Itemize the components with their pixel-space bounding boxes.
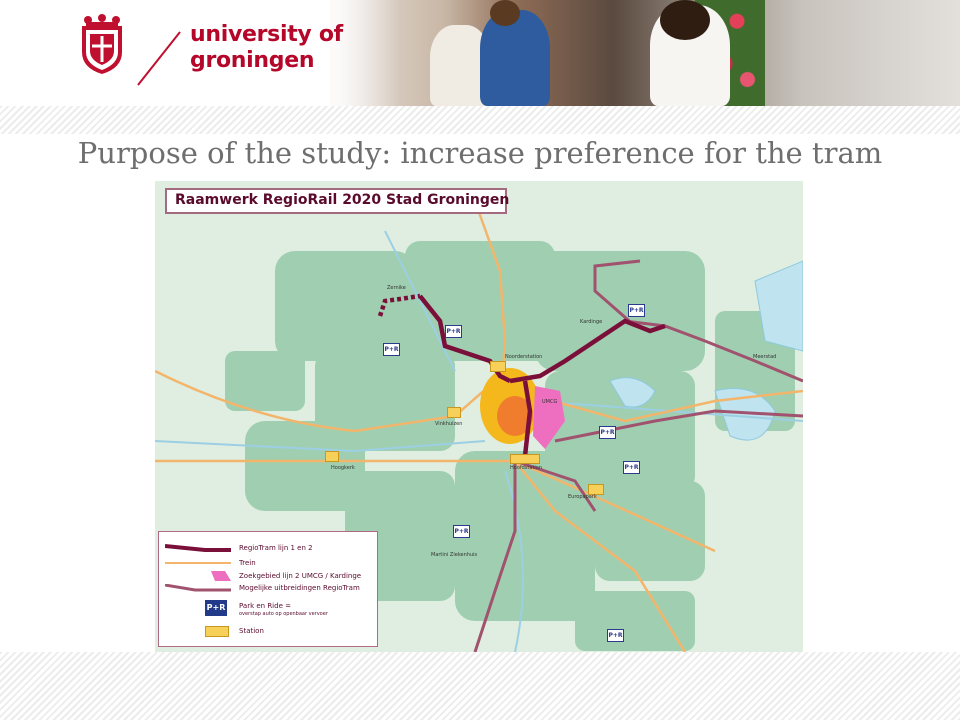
park-ride-marker: P+R <box>383 343 400 356</box>
label-zernike: Zernike <box>387 285 406 291</box>
park-ride-marker: P+R <box>628 304 645 317</box>
legend-park-ride-icon: P+R <box>205 600 227 616</box>
station-marker <box>447 407 461 418</box>
student-figure <box>480 10 550 106</box>
logo-divider <box>135 30 185 90</box>
logo-area <box>0 0 400 106</box>
legend-sublabel: overstap auto op openbaar vervoer <box>239 611 328 617</box>
legend-swatch-search-area <box>165 570 231 582</box>
legend-swatch-extension <box>165 584 231 594</box>
station-marker <box>510 454 540 464</box>
legend-label: Zoekgebied lijn 2 UMCG / Kardinge <box>239 572 362 580</box>
legend-label: RegioTram lijn 1 en 2 <box>239 544 313 552</box>
station-marker <box>490 361 506 372</box>
label-europapark: Europapark <box>568 494 597 500</box>
legend-label: Mogelijke uitbreidingen RegioTram <box>239 584 360 592</box>
decorative-stripe-bottom <box>0 652 960 720</box>
park-ride-marker: P+R <box>599 426 616 439</box>
university-wordmark <box>190 22 343 74</box>
map-legend <box>158 531 378 647</box>
park-ride-marker: P+R <box>623 461 640 474</box>
park-ride-marker: P+R <box>607 629 624 642</box>
label-meerstad: Meerstad <box>753 354 777 360</box>
label-vinkhuizen: Vinkhuizen <box>435 421 463 427</box>
map-title-box <box>165 188 510 214</box>
slide-title: Purpose of the study: increase preference for the tram <box>77 136 883 170</box>
label-hoofdstation: Hoofdstation <box>510 465 543 471</box>
park-ride-marker: P+R <box>445 325 462 338</box>
university-crest-icon <box>78 14 126 76</box>
student-figure <box>660 0 710 40</box>
brand-line-2: groningen <box>190 48 315 73</box>
label-kardinge: Kardinge <box>580 319 603 325</box>
legend-swatch-tram <box>165 544 231 554</box>
legend-label: Park en Ride = <box>239 602 291 610</box>
student-figure <box>490 0 520 26</box>
legend-swatch-station <box>205 626 229 637</box>
label-noorderstation: Noorderstation <box>505 354 543 360</box>
label-hoogkerk: Hoogkerk <box>331 465 355 471</box>
legend-swatch-train <box>165 559 231 569</box>
label-umcg: UMCG <box>542 399 558 405</box>
regiorail-map <box>155 181 803 652</box>
label-martini-ziekenhuis: Martini Ziekenhuis <box>431 552 478 558</box>
legend-label: Trein <box>239 559 256 567</box>
legend-label: Station <box>239 627 264 635</box>
park-ride-marker: P+R <box>453 525 470 538</box>
brand-line-1: university of <box>190 22 343 47</box>
header-photo <box>330 0 960 106</box>
map-title: Raamwerk RegioRail 2020 Stad Groningen <box>175 192 510 208</box>
station-marker <box>325 451 339 462</box>
header-banner <box>0 0 960 106</box>
decorative-stripe-top <box>0 106 960 134</box>
